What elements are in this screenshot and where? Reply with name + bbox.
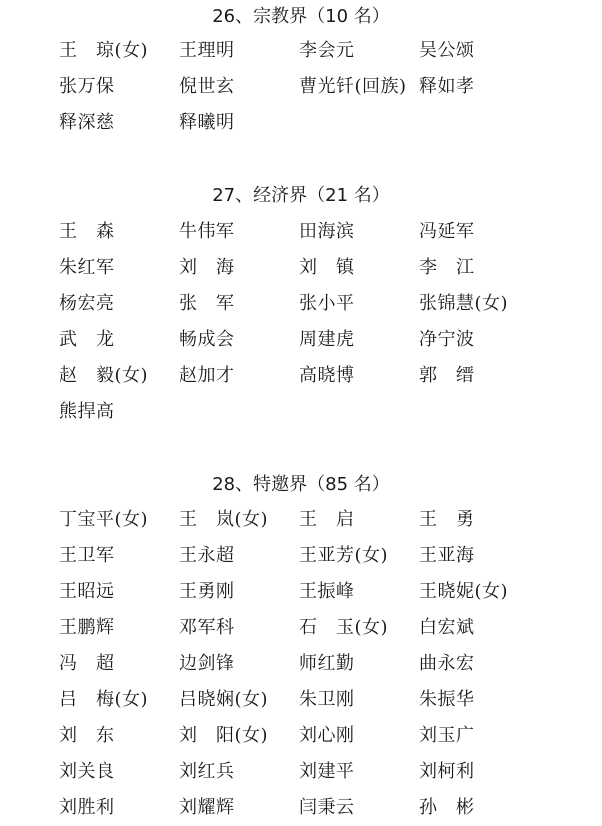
member-name: 王 琼(女) [59,40,149,61]
member-name: 王亚海 [419,545,475,566]
member-name: 刘 镇 [299,257,355,278]
member-name: 朱红军 [59,257,115,278]
member-name: 刘建平 [299,761,355,782]
member-name: 周建虎 [299,329,355,350]
member-name: 杨宏亮 [59,293,115,314]
member-name: 张锦慧(女) [419,293,509,314]
member-name: 刘红兵 [179,761,235,782]
member-name: 高晓博 [299,365,355,386]
member-name: 田海滨 [299,221,355,242]
member-name: 王亚芳(女) [299,545,389,566]
member-name: 刘关良 [59,761,115,782]
member-name: 王 勇 [419,509,475,530]
member-name: 王昭远 [59,581,115,602]
member-name: 吕 梅(女) [59,689,149,710]
member-name: 刘耀辉 [179,797,235,818]
member-name: 丁宝平(女) [59,509,149,530]
member-name: 邓军科 [179,617,235,638]
member-name: 郭 缙 [419,365,475,386]
member-name: 释如孝 [419,76,475,97]
member-name: 张万保 [59,76,115,97]
member-name: 释曦明 [179,112,235,133]
member-name: 王鹏辉 [59,617,115,638]
member-name: 刘胜利 [59,797,115,818]
member-name: 吴公颂 [419,40,475,61]
member-name: 边剑锋 [179,653,235,674]
section-title: 27、经济界（21 名） [212,185,390,206]
member-name: 牛伟军 [179,221,235,242]
member-name: 王理明 [179,40,235,61]
member-name: 石 玉(女) [299,617,389,638]
member-name: 白宏斌 [419,617,475,638]
member-name: 刘 海 [179,257,235,278]
member-name: 刘心刚 [299,725,355,746]
section-title: 28、特邀界（85 名） [212,474,390,495]
member-name: 闫秉云 [299,797,355,818]
member-name: 师红勤 [299,653,355,674]
member-name: 曲永宏 [419,653,475,674]
member-name: 孙 彬 [419,797,475,818]
member-name: 张小平 [299,293,355,314]
member-name: 王 森 [59,221,115,242]
member-name: 刘 阳(女) [179,725,269,746]
member-name: 王卫军 [59,545,115,566]
member-name: 赵加才 [179,365,235,386]
member-name: 李会元 [299,40,355,61]
member-name: 吕晓娴(女) [179,689,269,710]
member-name: 畅成会 [179,329,235,350]
member-name: 王勇刚 [179,581,235,602]
member-name: 李 江 [419,257,475,278]
member-name: 赵 毅(女) [59,365,149,386]
member-name: 刘柯利 [419,761,475,782]
member-name: 王晓妮(女) [419,581,509,602]
member-name: 王永超 [179,545,235,566]
member-name: 冯延军 [419,221,475,242]
member-name: 刘玉广 [419,725,475,746]
member-name: 王振峰 [299,581,355,602]
member-name: 朱振华 [419,689,475,710]
member-name: 张 军 [179,293,235,314]
member-name: 释深慈 [59,112,115,133]
member-name: 朱卫刚 [299,689,355,710]
member-name: 王 岚(女) [179,509,269,530]
member-name: 刘 东 [59,725,115,746]
member-name: 倪世玄 [179,76,235,97]
section-title: 26、宗教界（10 名） [212,6,390,27]
member-name: 曹光钎(回族) [299,76,407,97]
member-name: 净宁波 [419,329,475,350]
member-name: 熊捍高 [59,401,115,422]
member-name: 王 启 [299,509,355,530]
member-name: 武 龙 [59,329,115,350]
member-name: 冯 超 [59,653,115,674]
